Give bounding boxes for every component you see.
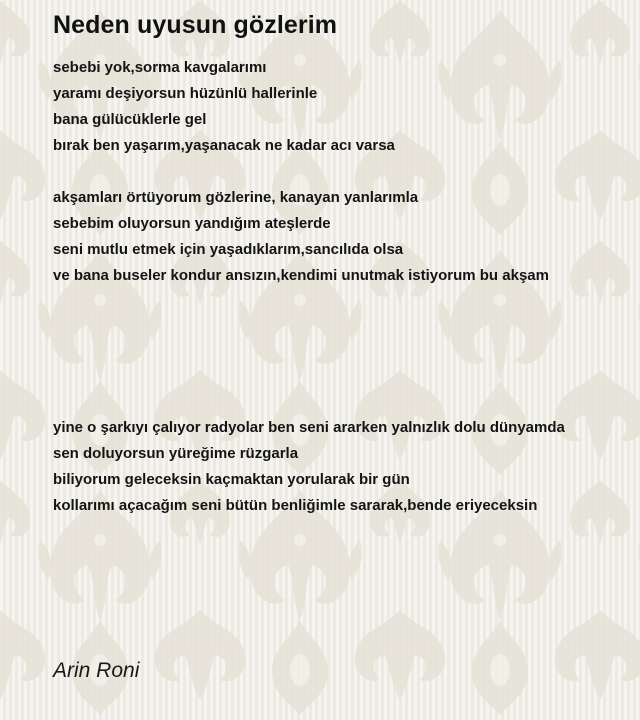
poem-line: yine o şarkıyı çalıyor radyolar ben seni ararken yalnızlık dolu dünyamda [53,419,565,436]
poem-line: sebebi yok,sorma kavgalarımı [53,59,267,76]
poem-line: ve bana buseler kondur ansızın,kendimi unutmak istiyorum bu akşam [53,267,549,284]
poem-title: Neden uyusun gözlerim [53,11,338,39]
stanza-1 [53,55,395,159]
poem-line: kollarımı açacağım seni bütün benliğimle sararak,bende eriyeceksin [53,497,538,514]
poem-line: sen doluyorsun yüreğime rüzgarla [53,445,299,462]
stanza-2 [53,185,549,289]
stanza-3 [53,415,565,519]
poem-line: akşamları örtüyorum gözlerine, kanayan yanlarımla [53,189,419,206]
poem-author: Arin Roni [53,659,140,682]
poem-line: bırak ben yaşarım,yaşanacak ne kadar acı varsa [53,137,395,154]
poem-line: biliyorum geleceksin kaçmaktan yorularak bir gün [53,471,410,488]
poem-line: sebebim oluyorsun yandığım ateşlerde [53,215,331,232]
poem-line: yaramı deşiyorsun hüzünlü hallerinle [53,85,318,102]
poem-line: bana gülücüklerle gel [53,111,207,128]
poem-line: seni mutlu etmek için yaşadıklarım,sancılıda olsa [53,241,404,258]
